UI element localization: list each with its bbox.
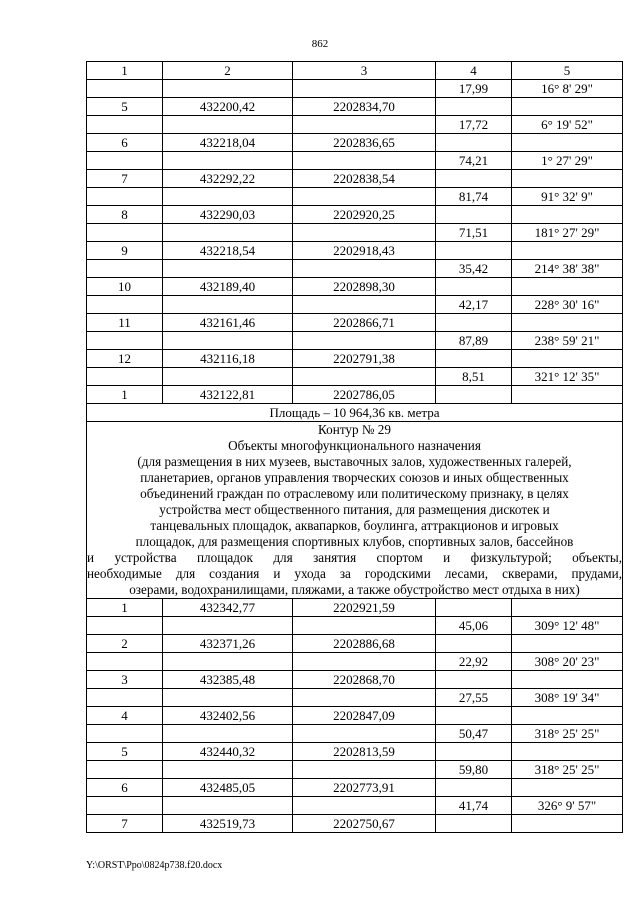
point-row (87, 170, 623, 188)
empty-cell (512, 350, 623, 368)
x-coordinate-cell: 432519,73 (163, 815, 293, 833)
empty-cell (87, 332, 163, 350)
empty-cell (512, 743, 623, 761)
empty-cell (436, 635, 512, 653)
angle-cell: 181° 27' 29" (512, 224, 623, 242)
x-coordinate-cell: 432161,46 (163, 314, 293, 332)
empty-cell (512, 779, 623, 797)
x-coordinate-cell: 432485,05 (163, 779, 293, 797)
empty-cell (293, 617, 436, 635)
empty-cell (436, 671, 512, 689)
x-coordinate-cell: 432218,04 (163, 134, 293, 152)
angle-cell: 91° 32' 9" (512, 188, 623, 206)
empty-cell (512, 98, 623, 116)
distance-cell: 17,72 (436, 116, 512, 134)
distance-cell: 42,17 (436, 296, 512, 314)
empty-cell (87, 653, 163, 671)
segment-row (87, 296, 623, 314)
contour-description-line: площадок, для размещения спортивных клубов, спортивных залов, бассейнов (135, 534, 574, 549)
y-coordinate-cell: 2202921,59 (293, 599, 436, 617)
y-coordinate-cell: 2202773,91 (293, 779, 436, 797)
empty-cell (436, 815, 512, 833)
point-number-cell: 10 (87, 278, 163, 296)
point-number-cell: 4 (87, 707, 163, 725)
segment-row (87, 797, 623, 815)
point-number-cell: 12 (87, 350, 163, 368)
point-number-cell: 6 (87, 779, 163, 797)
empty-cell (512, 314, 623, 332)
empty-cell (87, 725, 163, 743)
empty-cell (293, 116, 436, 134)
empty-cell (163, 797, 293, 815)
angle-cell: 214° 38' 38" (512, 260, 623, 278)
point-row (87, 671, 623, 689)
distance-cell: 71,51 (436, 224, 512, 242)
empty-cell (293, 296, 436, 314)
y-coordinate-cell: 2202813,59 (293, 743, 436, 761)
empty-cell (293, 188, 436, 206)
empty-cell (163, 260, 293, 278)
empty-cell (436, 170, 512, 188)
distance-cell: 8,51 (436, 368, 512, 386)
y-coordinate-cell: 2202886,68 (293, 635, 436, 653)
empty-cell (163, 152, 293, 170)
header-cell: 1 (87, 62, 163, 80)
distance-cell: 41,74 (436, 797, 512, 815)
angle-cell: 1° 27' 29" (512, 152, 623, 170)
point-row (87, 242, 623, 260)
segment-row (87, 188, 623, 206)
segment-row (87, 116, 623, 134)
contour-description-line: необходимые для создания и ухода за городскими лесами, скверами, прудами, (87, 566, 622, 581)
segment-row (87, 725, 623, 743)
point-row (87, 707, 623, 725)
segment-row (87, 689, 623, 707)
distance-cell: 17,99 (436, 80, 512, 98)
contour-cell (87, 422, 623, 599)
point-row (87, 134, 623, 152)
angle-cell: 308° 19' 34" (512, 689, 623, 707)
contour-description-line: (для размещения в них музеев, выставочных залов, художественных галерей, (137, 454, 572, 469)
empty-cell (293, 332, 436, 350)
empty-cell (293, 260, 436, 278)
y-coordinate-cell: 2202918,43 (293, 242, 436, 260)
point-number-cell: 11 (87, 314, 163, 332)
y-coordinate-cell: 2202920,25 (293, 206, 436, 224)
contour-description-line: устройства мест общественного питания, для размещения дискотек и (159, 502, 550, 517)
empty-cell (87, 188, 163, 206)
empty-cell (512, 206, 623, 224)
empty-cell (87, 797, 163, 815)
point-number-cell: 2 (87, 635, 163, 653)
x-coordinate-cell: 432440,32 (163, 743, 293, 761)
empty-cell (87, 116, 163, 134)
empty-cell (512, 278, 623, 296)
empty-cell (163, 116, 293, 134)
segment-row (87, 80, 623, 98)
distance-cell: 22,92 (436, 653, 512, 671)
empty-cell (293, 797, 436, 815)
angle-cell: 238° 59' 21" (512, 332, 623, 350)
empty-cell (87, 617, 163, 635)
contour-description-line: планетариев, органов управления творческих союзов и иных общественных (140, 470, 569, 485)
empty-cell (512, 134, 623, 152)
empty-cell (163, 653, 293, 671)
contour-description-line: озерами, водохранилищами, пляжами, а также обустройство мест отдыха в них) (129, 582, 580, 597)
empty-cell (87, 296, 163, 314)
empty-cell (87, 224, 163, 242)
header-row (87, 62, 623, 80)
segment-row (87, 332, 623, 350)
empty-cell (163, 617, 293, 635)
empty-cell (293, 725, 436, 743)
header-cell: 5 (512, 62, 623, 80)
x-coordinate-cell: 432189,40 (163, 278, 293, 296)
point-number-cell: 8 (87, 206, 163, 224)
angle-cell: 16° 8' 29" (512, 80, 623, 98)
point-row (87, 314, 623, 332)
x-coordinate-cell: 432292,22 (163, 170, 293, 188)
point-number-cell: 3 (87, 671, 163, 689)
x-coordinate-cell: 432371,26 (163, 635, 293, 653)
point-row (87, 599, 623, 617)
x-coordinate-cell: 432402,56 (163, 707, 293, 725)
empty-cell (512, 707, 623, 725)
angle-cell: 321° 12' 35" (512, 368, 623, 386)
distance-cell: 59,80 (436, 761, 512, 779)
y-coordinate-cell: 2202838,54 (293, 170, 436, 188)
y-coordinate-cell: 2202750,67 (293, 815, 436, 833)
empty-cell (512, 386, 623, 404)
empty-cell (512, 815, 623, 833)
empty-cell (293, 368, 436, 386)
y-coordinate-cell: 2202834,70 (293, 98, 436, 116)
angle-cell: 309° 12' 48" (512, 617, 623, 635)
empty-cell (436, 386, 512, 404)
distance-cell: 27,55 (436, 689, 512, 707)
point-number-cell: 7 (87, 815, 163, 833)
angle-cell: 228° 30' 16" (512, 296, 623, 314)
empty-cell (436, 278, 512, 296)
y-coordinate-cell: 2202868,70 (293, 671, 436, 689)
area-row (87, 404, 623, 422)
point-number-cell: 1 (87, 599, 163, 617)
point-number-cell: 7 (87, 170, 163, 188)
point-row (87, 206, 623, 224)
segment-row (87, 617, 623, 635)
x-coordinate-cell: 432200,42 (163, 98, 293, 116)
x-coordinate-cell: 432290,03 (163, 206, 293, 224)
point-row (87, 98, 623, 116)
point-row (87, 779, 623, 797)
distance-cell: 45,06 (436, 617, 512, 635)
angle-cell: 318° 25' 25" (512, 725, 623, 743)
coordinates-table (86, 61, 623, 833)
point-number-cell: 9 (87, 242, 163, 260)
x-coordinate-cell: 432122,81 (163, 386, 293, 404)
empty-cell (436, 350, 512, 368)
segment-row (87, 224, 623, 242)
point-row (87, 386, 623, 404)
angle-cell: 308° 20' 23" (512, 653, 623, 671)
page-number: 862 (311, 38, 329, 50)
point-row (87, 815, 623, 833)
point-row (87, 350, 623, 368)
angle-cell: 326° 9' 57" (512, 797, 623, 815)
header-cell: 2 (163, 62, 293, 80)
empty-cell (512, 170, 623, 188)
x-coordinate-cell: 432342,77 (163, 599, 293, 617)
segment-row (87, 368, 623, 386)
empty-cell (163, 368, 293, 386)
x-coordinate-cell: 432218,54 (163, 242, 293, 260)
empty-cell (163, 224, 293, 242)
empty-cell (436, 206, 512, 224)
distance-cell: 81,74 (436, 188, 512, 206)
segment-row (87, 152, 623, 170)
empty-cell (163, 332, 293, 350)
empty-cell (87, 368, 163, 386)
empty-cell (87, 260, 163, 278)
contour-description-line: и устройства площадок для занятия спортом и физкультурой; объекты, (87, 550, 622, 565)
angle-cell: 6° 19' 52" (512, 116, 623, 134)
empty-cell (163, 188, 293, 206)
empty-cell (436, 599, 512, 617)
distance-cell: 50,47 (436, 725, 512, 743)
point-number-cell: 5 (87, 743, 163, 761)
area-cell: Площадь – 10 964,36 кв. метра (87, 404, 623, 422)
empty-cell (87, 152, 163, 170)
angle-cell: 318° 25' 25" (512, 761, 623, 779)
y-coordinate-cell: 2202898,30 (293, 278, 436, 296)
contour-title: Контур № 29 (318, 422, 391, 437)
contour-row (87, 422, 623, 599)
x-coordinate-cell: 432116,18 (163, 350, 293, 368)
empty-cell (163, 761, 293, 779)
contour-description-line: танцевальных площадок, аквапарков, боулинга, аттракционов и игровых (150, 518, 559, 533)
point-number-cell: 5 (87, 98, 163, 116)
empty-cell (87, 689, 163, 707)
point-number-cell: 1 (87, 386, 163, 404)
y-coordinate-cell: 2202847,09 (293, 707, 436, 725)
empty-cell (293, 689, 436, 707)
distance-cell: 35,42 (436, 260, 512, 278)
header-cell: 3 (293, 62, 436, 80)
y-coordinate-cell: 2202786,05 (293, 386, 436, 404)
empty-cell (436, 98, 512, 116)
y-coordinate-cell: 2202866,71 (293, 314, 436, 332)
segment-row (87, 653, 623, 671)
contour-description-line: объединений граждан по отраслевому или политическому признаку, в целях (140, 486, 569, 501)
empty-cell (293, 761, 436, 779)
empty-cell (512, 671, 623, 689)
y-coordinate-cell: 2202836,65 (293, 134, 436, 152)
contour-subtitle: Объекты многофункционального назначения (228, 438, 481, 453)
empty-cell (293, 653, 436, 671)
point-row (87, 278, 623, 296)
empty-cell (436, 134, 512, 152)
empty-cell (436, 242, 512, 260)
empty-cell (436, 314, 512, 332)
empty-cell (512, 635, 623, 653)
segment-row (87, 260, 623, 278)
empty-cell (163, 296, 293, 314)
empty-cell (436, 707, 512, 725)
header-cell: 4 (436, 62, 512, 80)
empty-cell (512, 242, 623, 260)
empty-cell (512, 599, 623, 617)
empty-cell (293, 224, 436, 242)
distance-cell: 87,89 (436, 332, 512, 350)
empty-cell (163, 689, 293, 707)
empty-cell (436, 743, 512, 761)
empty-cell (436, 779, 512, 797)
point-row (87, 743, 623, 761)
y-coordinate-cell: 2202791,38 (293, 350, 436, 368)
empty-cell (87, 761, 163, 779)
file-path: Y:\ORST\Ppo\0824p738.f20.docx (86, 860, 223, 871)
point-row (87, 635, 623, 653)
empty-cell (163, 725, 293, 743)
empty-cell (293, 152, 436, 170)
distance-cell: 74,21 (436, 152, 512, 170)
x-coordinate-cell: 432385,48 (163, 671, 293, 689)
segment-row (87, 761, 623, 779)
point-number-cell: 6 (87, 134, 163, 152)
